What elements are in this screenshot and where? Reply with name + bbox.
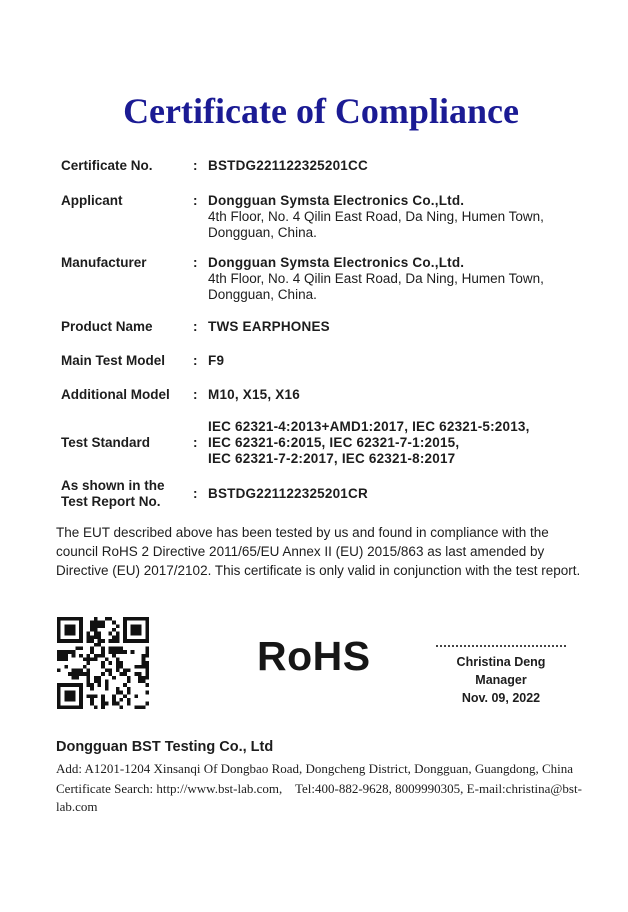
product-name-label: Product Name — [61, 319, 153, 334]
certificate-no-label: Certificate No. — [61, 158, 153, 173]
manufacturer-address-line2: Dongguan, China. — [208, 287, 317, 302]
signature-block — [430, 645, 572, 707]
manufacturer-label: Manufacturer — [61, 255, 147, 270]
test-standard-line3: IEC 62321-7-2:2017, IEC 62321-8:2017 — [208, 451, 456, 466]
signature-date: Nov. 09, 2022 — [461, 691, 541, 705]
signature-dotted-line — [436, 645, 566, 647]
test-standard-label: Test Standard — [61, 435, 151, 450]
additional-model-value: M10, X15, X16 — [208, 387, 300, 402]
test-report-no-value: BSTDG221122325201CR — [208, 486, 368, 501]
field-main-test-model — [61, 353, 586, 369]
test-standard-line1: IEC 62321-4:2013+AMD1:2017, IEC 62321-5:2013, — [208, 419, 530, 434]
signatory-name: Christina Deng — [456, 655, 546, 669]
colon: : — [193, 387, 198, 402]
stamp-row — [56, 617, 586, 709]
applicant-value — [208, 193, 586, 241]
colon: : — [193, 193, 198, 208]
applicant-company: Dongguan Symsta Electronics Co.,Ltd. — [208, 193, 465, 208]
test-standard-value — [208, 419, 586, 467]
colon: : — [193, 255, 198, 270]
issuer-company-name: Dongguan BST Testing Co., Ltd — [56, 739, 274, 755]
qr-code-icon — [57, 617, 149, 709]
rohs-mark: RoHS — [257, 633, 371, 679]
colon: : — [193, 486, 198, 501]
colon: : — [193, 353, 198, 368]
manufacturer-address-line1: 4th Floor, No. 4 Qilin East Road, Da Ning, Humen Town, — [208, 271, 544, 286]
test-report-no-label-line1: As shown in the — [61, 478, 165, 493]
field-additional-model — [61, 387, 586, 403]
field-applicant — [61, 193, 586, 241]
colon: : — [193, 319, 198, 334]
applicant-address-line1: 4th Floor, No. 4 Qilin East Road, Da Ning, Humen Town, — [208, 209, 544, 224]
manufacturer-value — [208, 255, 586, 303]
issuer-contact-line: Certificate Search: http://www.bst-lab.com, Tel:400-882-9628, 8009990305, E-mail:christina@bst-lab.com — [56, 781, 582, 814]
product-name-value: TWS EARPHONES — [208, 319, 330, 334]
certificate-title: Certificate of Compliance — [123, 91, 519, 131]
main-test-model-value: F9 — [208, 353, 225, 368]
field-manufacturer — [61, 255, 586, 303]
test-report-no-label — [61, 478, 193, 510]
field-test-standard — [61, 419, 586, 467]
field-certificate-no — [61, 158, 586, 174]
certificate-fields — [61, 158, 586, 510]
colon: : — [193, 158, 198, 173]
test-standard-line2: IEC 62321-6:2015, IEC 62321-7-1:2015, — [208, 435, 460, 450]
issuer-address: Add: A1201-1204 Xinsanqi Of Dongbao Road, Dongcheng District, Dongguan, Guangdong, China — [56, 761, 574, 776]
certificate-no-value: BSTDG221122325201CC — [208, 158, 368, 173]
certificate-page — [0, 90, 628, 912]
colon: : — [193, 435, 198, 450]
applicant-label: Applicant — [61, 193, 123, 208]
main-test-model-label: Main Test Model — [61, 353, 166, 368]
manufacturer-company: Dongguan Symsta Electronics Co.,Ltd. — [208, 255, 465, 270]
issuer-footer — [56, 738, 586, 816]
compliance-statement: The EUT described above has been tested by us and found in compliance with the council RoHS 2 Directive 2011/65/EU Annex II (EU) 2015/863 as last amended by Directive (EU) 2017/2102. This certificate is only valid in conjunction with the test report. — [56, 525, 581, 578]
field-test-report-no — [61, 478, 586, 510]
field-product-name — [61, 319, 586, 335]
signatory-title: Manager — [475, 673, 527, 687]
test-report-no-label-line2: Test Report No. — [61, 494, 161, 509]
additional-model-label: Additional Model — [61, 387, 170, 402]
applicant-address-line2: Dongguan, China. — [208, 225, 317, 240]
